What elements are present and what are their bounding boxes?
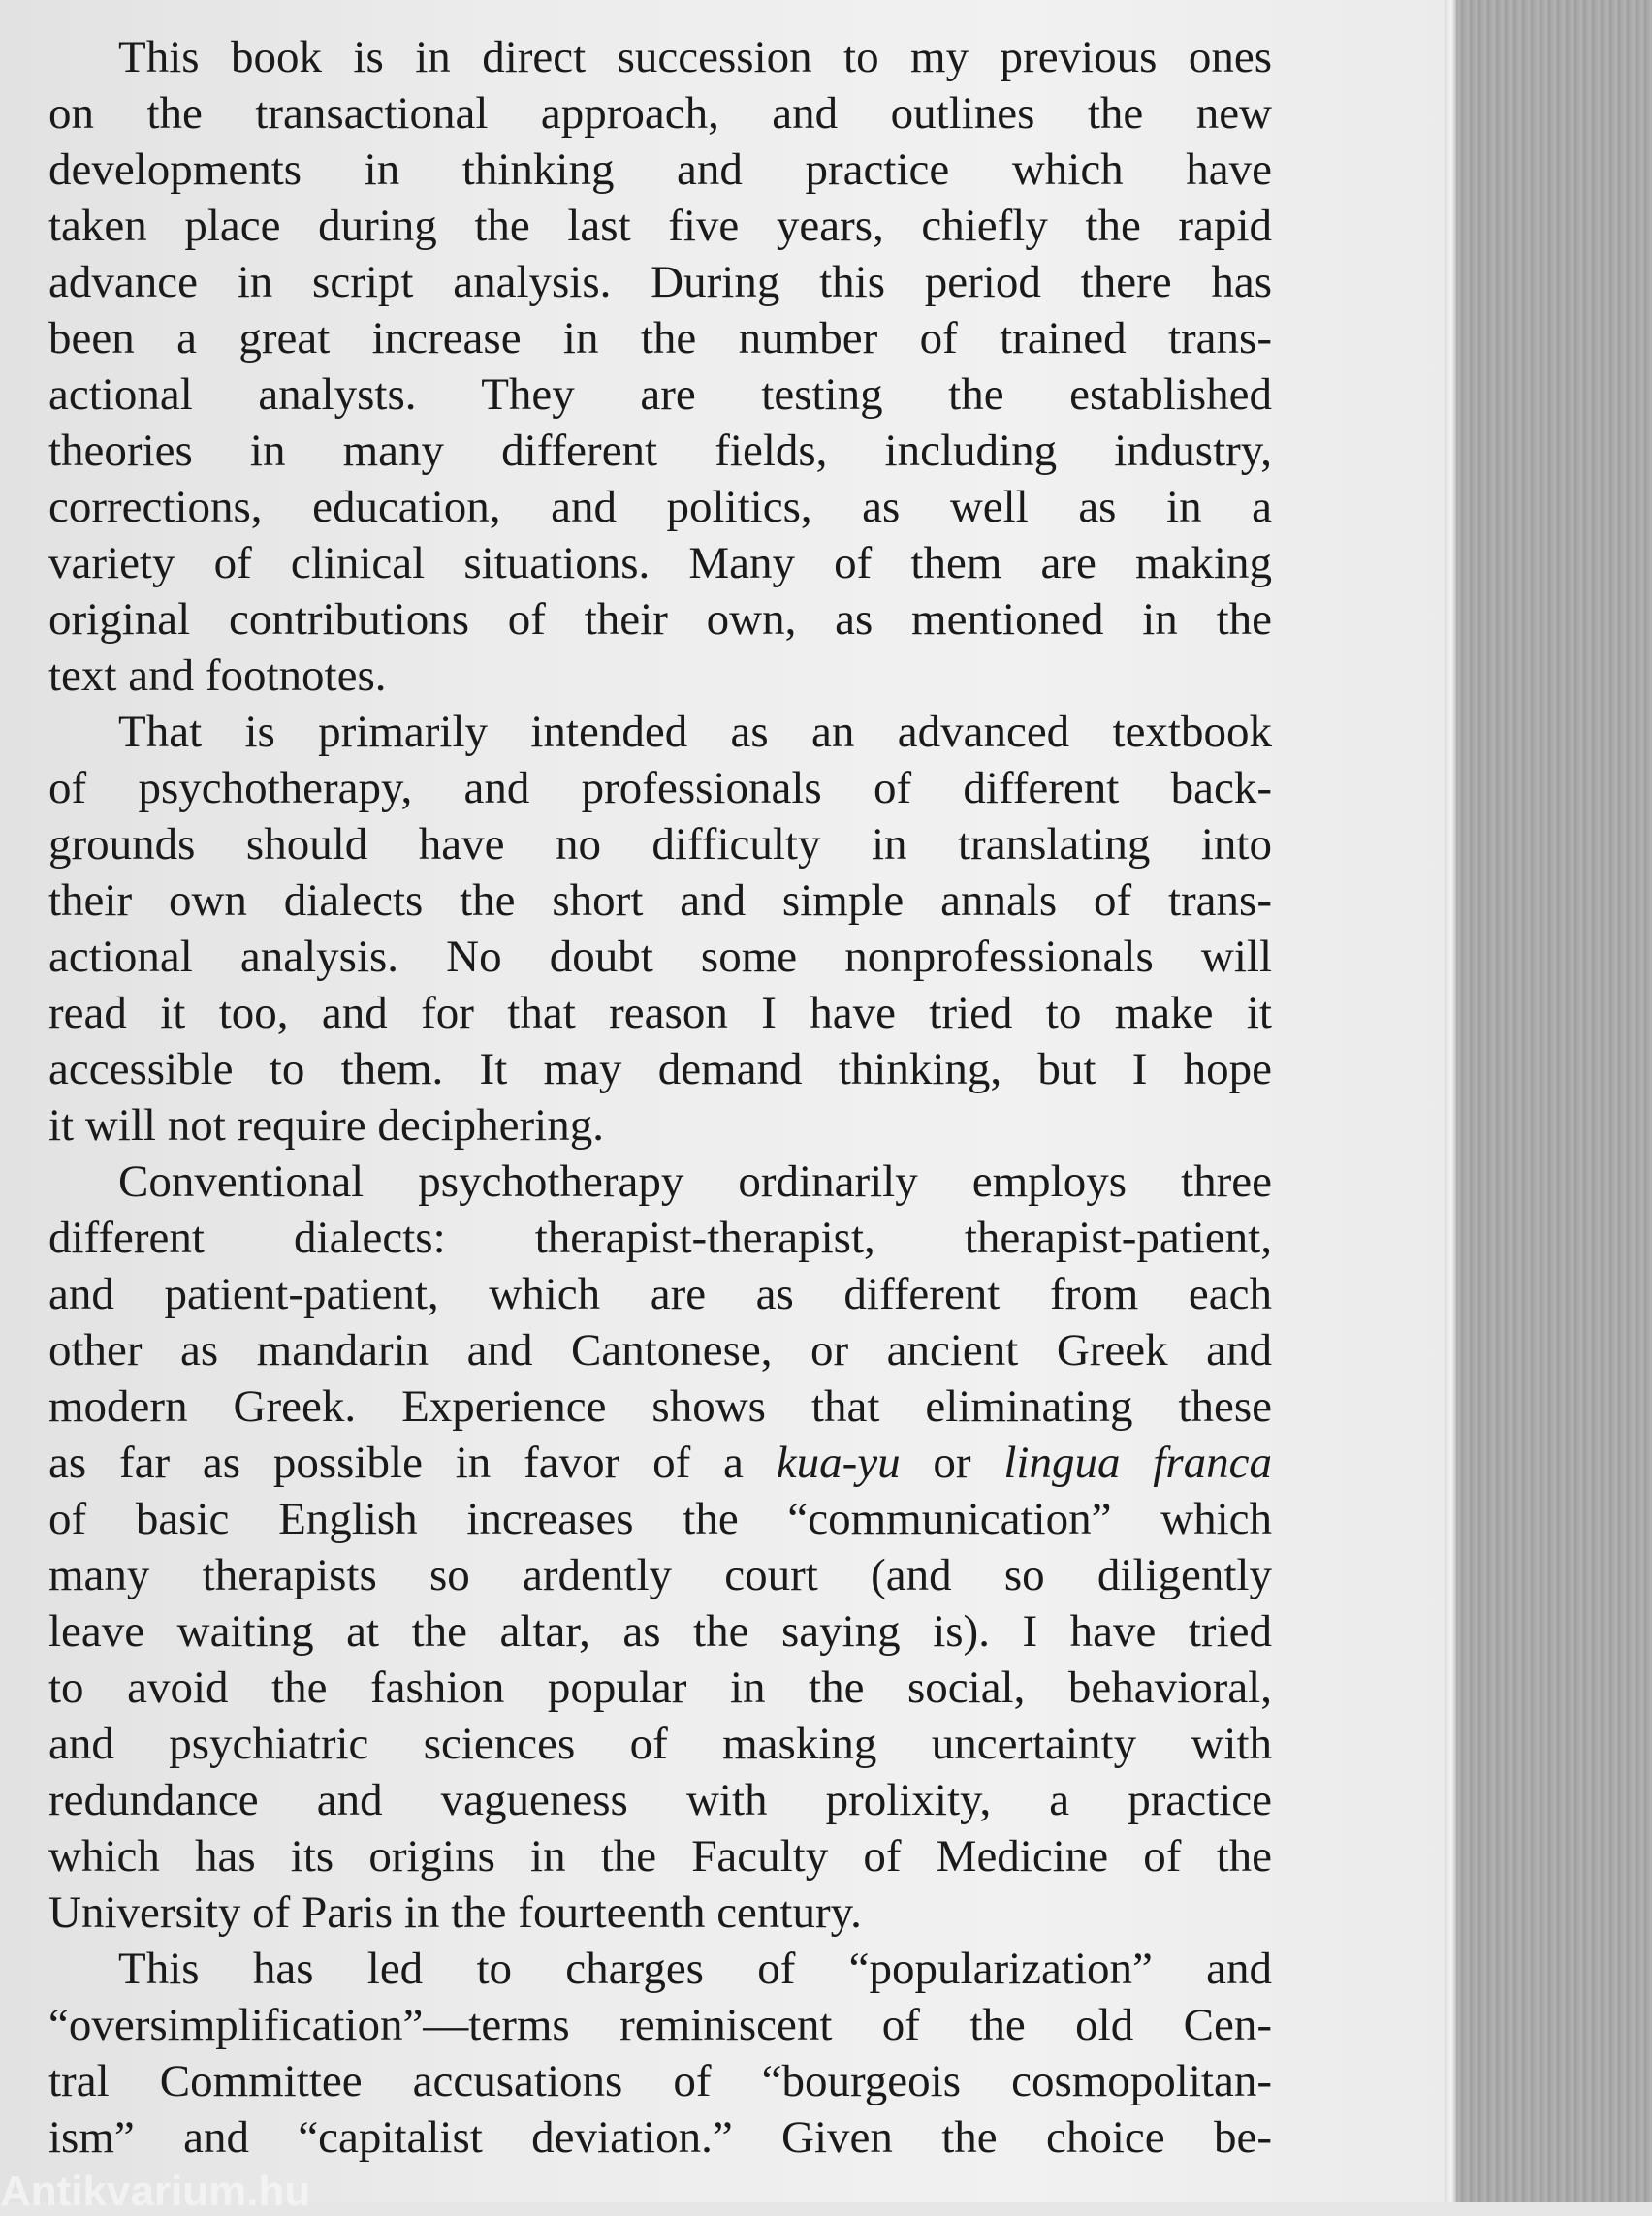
watermark: Antikvarium.hu [0,2168,311,2215]
text-line: other as mandarin and Cantonese, or ancient Greek and [48,1325,1272,1376]
text-line: “oversimplification”—terms reminiscent of the old Cen- [48,2000,1272,2050]
text-line: University of Paris in the fourteenth century. [48,1887,862,1938]
text-line: This has led to charges of “popularization” and [118,1944,1272,1994]
text-line: and patient-patient, which are as different from each [48,1269,1272,1319]
text-line: taken place during the last five years, chiefly the rapid [48,201,1272,251]
text-line: That is primarily intended as an advanced textbook [118,707,1272,757]
text-line: grounds should have no difficulty in translating into [48,819,1272,870]
italic-term: kua-yu [776,1438,901,1488]
text-line: and psychiatric sciences of masking uncertainty with [48,1719,1272,1769]
text-line: theories in many different fields, including industry, [48,426,1272,476]
text-line: been a great increase in the number of trained trans- [48,313,1272,364]
text-line: advance in script analysis. During this period there has [48,257,1272,307]
text-line: ism” and “capitalist deviation.” Given the choice be- [48,2112,1272,2163]
text-line: on the transactional approach, and outlines the new [48,88,1272,139]
text-line: which has its origins in the Faculty of Medicine of the [48,1831,1272,1882]
text-line-with-italics [48,1435,1272,1491]
page-edge [1445,0,1456,2202]
text-line: redundance and vagueness with prolixity, a practice [48,1775,1272,1825]
text-line: text and footnotes. [48,650,387,701]
text-line: it will not require deciphering. [48,1100,604,1151]
text-fragment: as far as possible in favor of a [48,1438,777,1488]
text-line: corrections, education, and politics, as well as in a [48,482,1272,532]
background-surface [1456,0,1652,2202]
text-line: original contributions of their own, as mentioned in the [48,594,1272,645]
book-text [48,29,1272,2166]
text-line: their own dialects the short and simple annals of trans- [48,875,1272,926]
text-line: read it too, and for that reason I have tried to make it [48,988,1272,1038]
text-line: to avoid the fashion popular in the social, behavioral, [48,1662,1272,1713]
text-line: leave waiting at the altar, as the saying is). I have tried [48,1606,1272,1657]
text-line: developments in thinking and practice which have [48,144,1272,195]
text-line: modern Greek. Experience shows that eliminating these [48,1381,1272,1432]
text-line: This book is in direct succession to my previous ones [118,32,1272,82]
text-line: accessible to them. It may demand thinking, but I hope [48,1044,1272,1094]
text-line: actional analysts. They are testing the established [48,369,1272,420]
text-line: tral Committee accusations of “bourgeois cosmopolitan- [48,2056,1272,2106]
text-line: different dialects: therapist-therapist, therapist-patient, [48,1213,1272,1263]
italic-term: lingua franca [1003,1438,1272,1488]
text-line: actional analysis. No doubt some nonprofessionals will [48,932,1272,982]
text-fragment: or [900,1438,1004,1488]
text-line: of basic English increases the “communication” which [48,1494,1272,1544]
text-line: of psychotherapy, and professionals of different back- [48,763,1272,813]
text-line: variety of clinical situations. Many of them are making [48,538,1272,588]
text-line: many therapists so ardently court (and so diligently [48,1550,1272,1600]
text-line: Conventional psychotherapy ordinarily employs three [118,1156,1272,1207]
